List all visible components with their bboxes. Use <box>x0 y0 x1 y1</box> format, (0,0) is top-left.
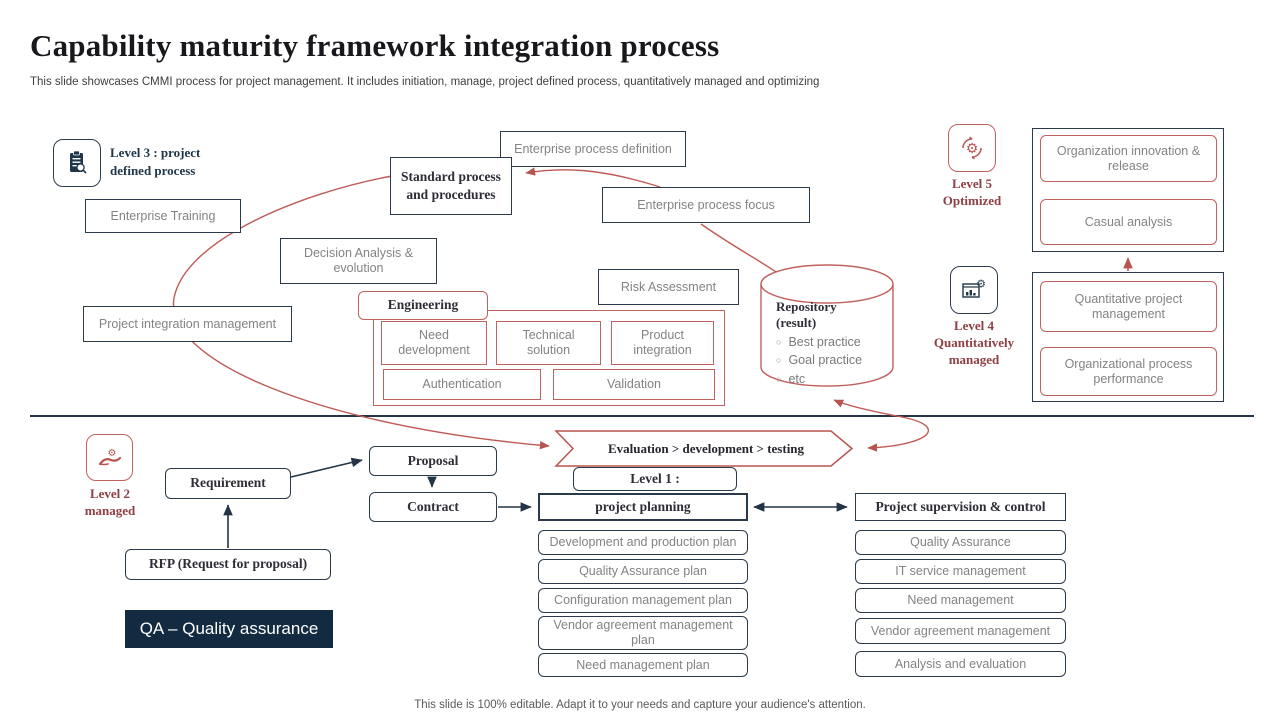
level5-icon-frame <box>948 124 996 172</box>
bullet-circle-icon: ○ <box>776 336 782 347</box>
project-integration-box: Project integration management <box>83 306 292 342</box>
bullet-circle-icon: ○ <box>776 373 782 384</box>
organizational-process-box: Organizational process performance <box>1040 347 1217 396</box>
planning-item-box: Development and production plan <box>538 530 748 555</box>
footer-note: This slide is 100% editable. Adapt it to your needs and capture your audience's attention. <box>414 699 866 711</box>
supervision-item-box: Vendor agreement management <box>855 618 1066 644</box>
page-subtitle: This slide showcases CMMI process for project management. It includes initiation, manage, project defined process, quantitatively managed and optimizing <box>30 76 820 88</box>
enterprise-training-box: Enterprise Training <box>85 199 241 233</box>
contract-box: Contract <box>369 492 497 522</box>
engineering-label-box: Engineering <box>358 291 488 320</box>
qa-legend-box: QA – Quality assurance <box>125 610 333 648</box>
level3-icon-frame <box>53 139 101 187</box>
arrow-focus-to-standard <box>526 170 660 187</box>
level5-label: Level 5 Optimized <box>942 176 1002 208</box>
project-supervision-box: Project supervision & control <box>855 493 1066 521</box>
technical-solution-box: Technical solution <box>496 321 601 365</box>
level3-label: Level 3 : project defined process <box>110 145 201 178</box>
decision-analysis-box: Decision Analysis & evolution <box>280 238 437 284</box>
proposal-box: Proposal <box>369 446 497 476</box>
repository-item-label: Best practice <box>788 334 861 349</box>
standard-process-box: Standard process and procedures <box>390 157 512 215</box>
arrow-requirement-to-proposal <box>291 460 362 477</box>
supervision-item-box: IT service management <box>855 559 1066 584</box>
svg-text:⚙: ⚙ <box>107 447 116 459</box>
repository-subtitle: (result) <box>776 315 817 331</box>
planning-item-box: Quality Assurance plan <box>538 559 748 584</box>
repository-item <box>776 335 888 351</box>
analytics-gear-icon <box>958 274 990 306</box>
bullet-circle-icon: ○ <box>776 355 782 366</box>
enterprise-process-focus-box: Enterprise process focus <box>602 187 810 223</box>
level4-icon-frame <box>950 266 998 314</box>
enterprise-process-definition-box: Enterprise process definition <box>500 131 686 167</box>
repository-title: Repository <box>776 299 837 314</box>
project-planning-box: project planning <box>538 493 748 521</box>
supervision-item-box: Analysis and evaluation <box>855 651 1066 677</box>
repository-item <box>776 353 888 369</box>
rfp-box: RFP (Request for proposal) <box>125 549 331 580</box>
supervision-item-box: Need management <box>855 588 1066 613</box>
planning-item-box: Vendor agreement management plan <box>538 616 748 650</box>
requirement-box: Requirement <box>165 468 291 499</box>
validation-box: Validation <box>553 369 715 400</box>
need-development-box: Need development <box>381 321 487 365</box>
quantitative-project-box: Quantitative project management <box>1040 281 1217 332</box>
product-integration-box: Product integration <box>611 321 714 365</box>
level1-box: Level 1 : <box>573 467 737 491</box>
supervision-item-box: Quality Assurance <box>855 530 1066 555</box>
repository-item-label: Goal practice <box>788 353 863 368</box>
casual-analysis-box: Casual analysis <box>1040 199 1217 245</box>
repository-cylinder-top <box>761 265 893 303</box>
svg-text:⚙: ⚙ <box>976 277 986 291</box>
evaluation-chevron-label: Evaluation > development > testing <box>607 441 805 456</box>
arrow-evaluation-to-repository <box>834 400 928 448</box>
authentication-box: Authentication <box>383 369 541 400</box>
level2-label: Level 2 managed <box>84 486 136 518</box>
level4-label: Level 4 Quantitatively managed <box>933 318 1015 367</box>
level2-icon-frame <box>86 434 133 481</box>
repository-content <box>776 299 888 387</box>
page-title: Capability maturity framework integration process <box>30 28 720 63</box>
svg-text:⚙: ⚙ <box>965 141 979 157</box>
process-optimization-gear-icon <box>956 132 988 164</box>
repository-item <box>776 372 888 388</box>
planning-item-box: Need management plan <box>538 653 748 677</box>
clipboard-audit-icon <box>62 148 92 178</box>
risk-assessment-box: Risk Assessment <box>598 269 739 305</box>
planning-item-box: Configuration management plan <box>538 588 748 613</box>
organization-innovation-box: Organization innovation & release <box>1040 135 1217 182</box>
repository-item-label: etc <box>788 371 806 386</box>
hand-gear-icon <box>95 443 125 473</box>
